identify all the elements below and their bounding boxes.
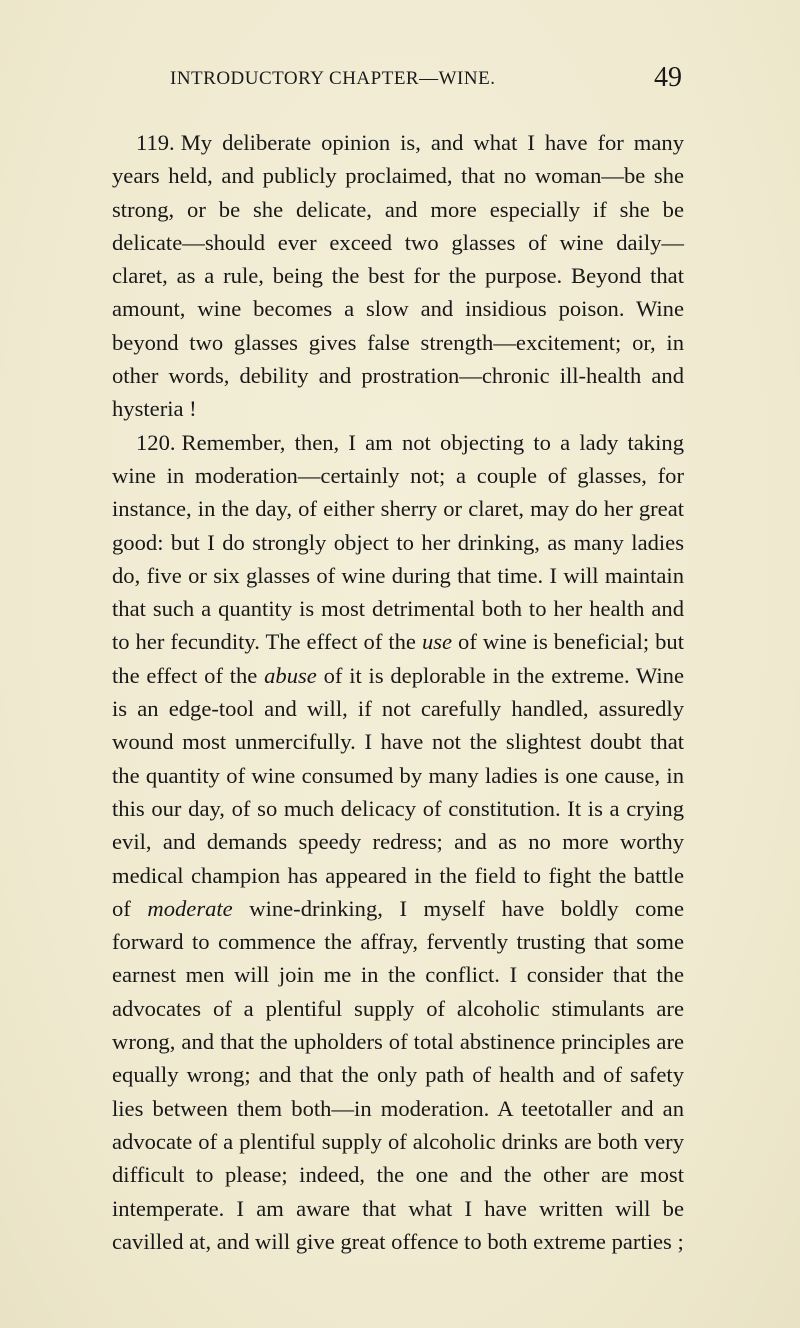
paragraph-120: [112, 426, 684, 1258]
page-number: 49: [654, 62, 682, 93]
paragraph-text-segment: Remember, then, I am not objecting to a lady taking wine in moderation—certainly not; a couple of glasses, for instance, in the day, of either sherry or claret, may do her great good: but I do strongly object to her drinking, as many ladies do, five or six glasses of wine during that time. I will maintain that such a quantity is most detrimental both to her health and to her fecundity. The effect of the: [112, 429, 684, 655]
paragraph-text-segment: wine-drinking, I myself have boldly come forward to commence the affray, fervently trusting that some earnest men will join me in the conflict. I consider that the advocates of a plentiful supply of alcoholic stimulants are wrong, and that the upholders of total abstinence principles are equally wrong; and that the only path of health and of safety lies between them both—in moderation. A teetotaller and an advocate of a plentiful supply of alcoholic drinks are both very difficult to please; indeed, the one and the other are most intemperate. I am aware that what I have written will be cavilled at, and will give great offence to both extreme parties ;: [112, 895, 684, 1254]
running-head: INTRODUCTORY CHAPTER—WINE.: [170, 68, 496, 89]
paragraph-number: 119.: [136, 130, 175, 155]
body-text: [112, 126, 684, 1258]
emphasis-moderate: moderate: [147, 895, 233, 921]
page-header: [112, 62, 682, 98]
emphasis-use: use: [421, 629, 453, 655]
paragraph-text-segment: of wine is beneficial; but the effect of the: [112, 629, 684, 688]
paragraph-text-segment: of it is deplorable in the extreme. Wine is an edge-tool and will, if not carefully handled, assuredly wound most unmercifully. I have not the slightest doubt that the quantity of wine consumed by many ladies is one cause, in this our day, of so much delicacy of constitution. It is a crying evil, and demands speedy redress; and as no more worthy medical champion has appeared in the field to fight the battle of: [112, 662, 685, 921]
paragraph-number: 120.: [136, 429, 176, 455]
paragraph-119: [112, 126, 684, 426]
emphasis-abuse: abuse: [264, 662, 317, 688]
paragraph-text: My deliberate opinion is, and what I have for many years held, and publicly proclaimed, that no woman—be she strong, or be she delicate, and more especially if she be delicate—should ever exceed two glasses of wine daily—claret, as a rule, being the best for the purpose. Beyond that amount, wine becomes a slow and insidious poison. Wine beyond two glasses gives false strength—excitement; or, in other words, debility and prostration—chronic ill-health and hysteria !: [112, 130, 684, 422]
